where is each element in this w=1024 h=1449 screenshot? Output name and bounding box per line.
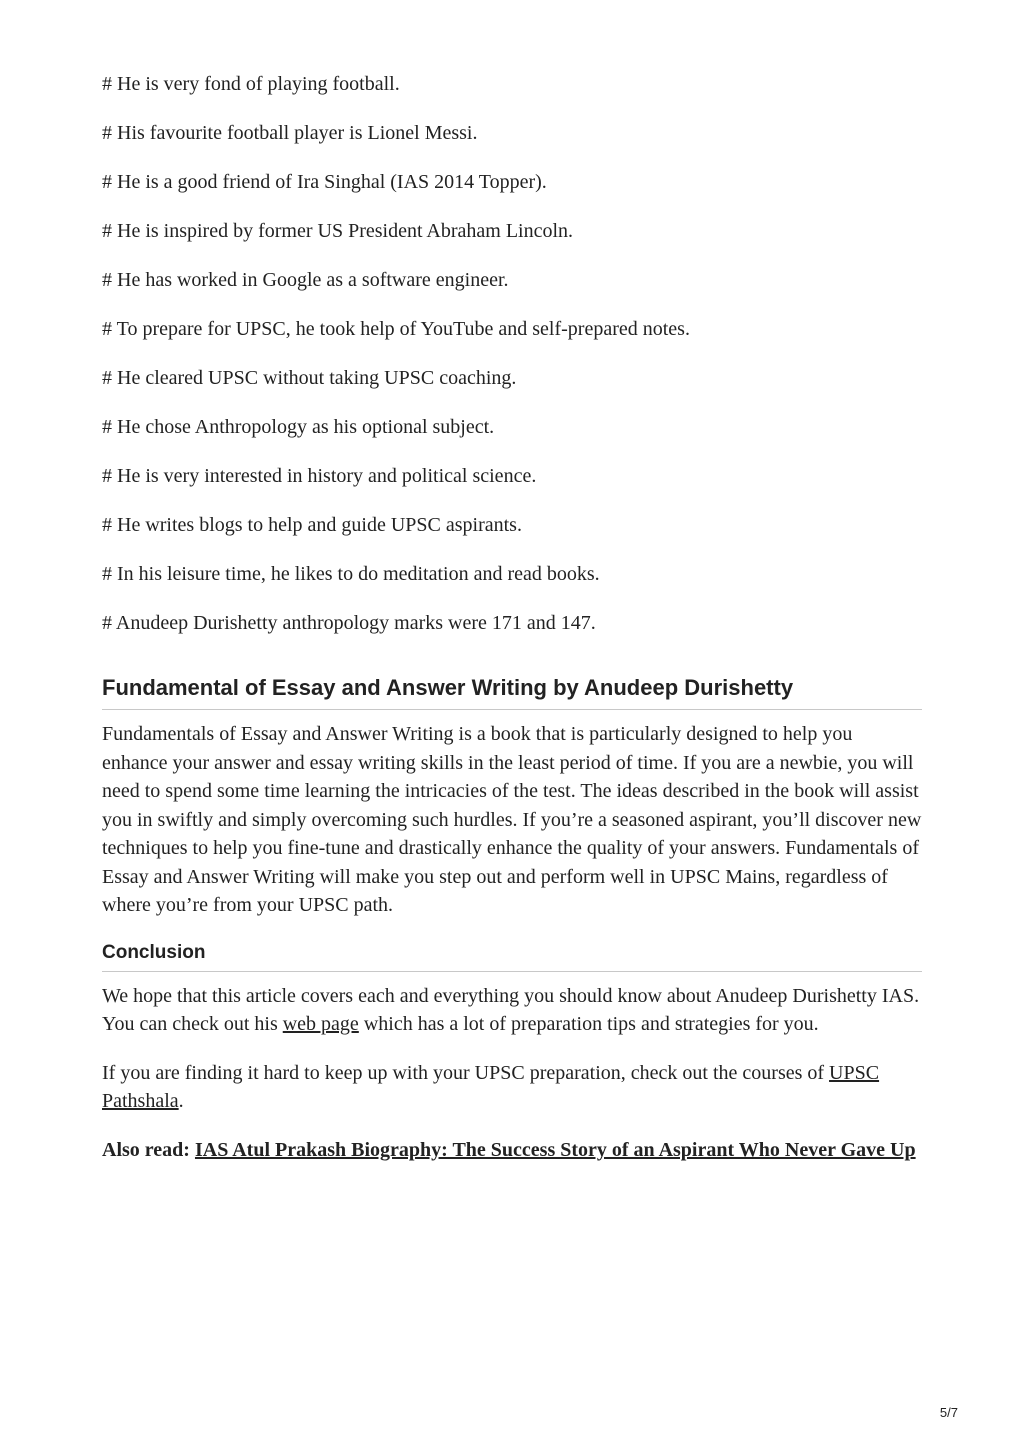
article-content — [102, 0, 922, 1164]
fundamentals-heading: Fundamental of Essay and Answer Writing by Anudeep Durishetty — [102, 673, 922, 710]
also-read — [102, 1136, 922, 1165]
conclusion-text: . — [178, 1090, 184, 1112]
fact-item: # He is very fond of playing football. — [102, 73, 400, 95]
fact-item: # He is inspired by former US President Abraham Lincoln. — [102, 220, 574, 242]
fundamentals-paragraph: Fundamentals of Essay and Answer Writing is a book that is particularly designed to help you enhance your answer and essay writing skills in the least period of time. If you are a newbie, you will need to spend some time learning the intricacies of the test. The ideas described in the book will assist you in swiftly and simply overcoming such hurdles. If you’re a seasoned aspirant, you’ll discover new techniques to help you fine-tune and drastically enhance the quality of your answers. Fundamentals of Essay and Answer Writing will make you step out and perform well in UPSC Mains, regardless of where you’re from your UPSC path. — [102, 723, 922, 916]
web-page-link[interactable]: web page — [282, 1013, 359, 1035]
fact-item: # He cleared UPSC without taking UPSC coaching. — [102, 367, 517, 389]
also-read-label: Also read: — [102, 1138, 195, 1161]
conclusion-heading: Conclusion — [102, 940, 922, 972]
fact-item: # He is a good friend of Ira Singhal (IAS 2014 Topper). — [102, 171, 547, 193]
fact-item: # In his leisure time, he likes to do meditation and read books. — [102, 563, 600, 585]
fact-item: # His favourite football player is Lionel Messi. — [102, 122, 478, 144]
conclusion-text: If you are finding it hard to keep up with your UPSC preparation, check out the courses of — [102, 1061, 830, 1084]
fact-item: # Anudeep Durishetty anthropology marks were 171 and 147. — [102, 612, 596, 634]
fact-item: # He has worked in Google as a software engineer. — [102, 269, 509, 291]
upsc-pathshala-link[interactable]: UPSC Pathshala — [102, 1061, 880, 1112]
conclusion-text: We hope that this article covers each and everything you should know about Anudeep Durishetty IAS. You can check out his — [102, 984, 920, 1035]
facts-list — [102, 0, 922, 658]
conclusion-paragraph-1 — [102, 982, 922, 1039]
fact-item: # He is very interested in history and political science. — [102, 465, 537, 487]
fact-item: # He writes blogs to help and guide UPSC aspirants. — [102, 514, 522, 536]
fact-item: # He chose Anthropology as his optional subject. — [102, 416, 495, 438]
also-read-link[interactable]: IAS Atul Prakash Biography: The Success Story of an Aspirant Who Never Gave Up — [194, 1138, 916, 1161]
fact-item: # To prepare for UPSC, he took help of YouTube and self-prepared notes. — [102, 318, 690, 340]
conclusion-paragraph-2 — [102, 1059, 922, 1116]
conclusion-text: which has a lot of preparation tips and strategies for you. — [358, 1013, 819, 1035]
page-number: 5/7 — [939, 1405, 958, 1420]
